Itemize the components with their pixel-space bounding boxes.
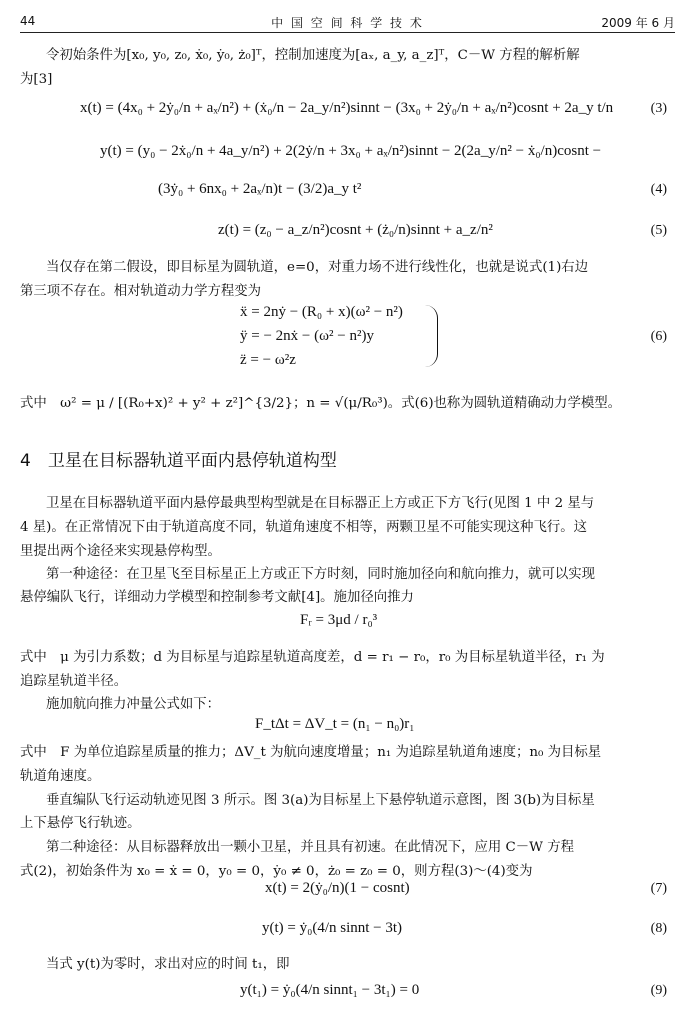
paragraph-line: 里提出两个途径来实现悬停构型。 xyxy=(20,544,221,559)
equation-number: (4) xyxy=(650,182,667,197)
equation-6-line1: ẍ = 2nẏ − (R₀ + x)(ω² − n²) xyxy=(240,304,403,320)
paragraph-line: 施加航向推力冲量公式如下： xyxy=(46,697,221,712)
equation-number: (3) xyxy=(650,101,667,116)
paragraph-line: 4 星)。在正常情况下由于轨道高度不同，轨道角速度不相等，两颗卫星不可能实现这种飞行。这 xyxy=(20,520,588,535)
paragraph-line: 垂直编队飞行运动轨迹见图 3 所示。图 3(a)为目标星上下悬停轨道示意图，图 3(b)为目标星 xyxy=(46,793,595,808)
equation-number: (9) xyxy=(650,983,667,998)
equation-9: y(t₁) = ẏ₀(4/n sinnt₁ − 3t₁) = 0 xyxy=(240,982,420,998)
paragraph-line: 第三项不存在。相对轨道动力学方程变为 xyxy=(20,284,262,299)
page-header xyxy=(20,12,675,33)
equation-tangential-impulse: F_tΔt = ΔV_t = (n₁ − n₀)r₁ xyxy=(255,716,415,732)
equation-6-line3: z̈ = − ω²z xyxy=(240,352,296,368)
journal-name: 中 国 空 间 科 学 技 术 xyxy=(271,16,424,30)
paragraph-line: 令初始条件为[x₀, y₀, z₀, ẋ₀, ẏ₀, ż₀]ᵀ，控制加速度为[aₓ, a_y, a_z]ᵀ，C－W 方程的解析解 xyxy=(46,48,580,63)
paragraph-line: 式中 F 为单位追踪星质量的推力；ΔV_t 为航向速度增量；n₁ 为追踪星轨道角速度；n₀ 为目标星 xyxy=(20,745,602,760)
paragraph-line: 卫星在目标器轨道平面内悬停最典型构型就是在目标器正上方或正下方飞行(见图 1 中 2 星与 xyxy=(46,496,595,511)
issue-date: 2009 年 6 月 xyxy=(601,16,675,30)
paragraph-line: 悬停编队飞行，详细动力学模型和控制参考文献[4]。施加径向推力 xyxy=(20,590,414,605)
paragraph-line: 上下悬停飞行轨迹。 xyxy=(20,816,141,831)
equation-radial-thrust: Fᵣ = 3μd / r₀³ xyxy=(300,612,378,628)
equation-number: (6) xyxy=(650,329,667,344)
equation-brace xyxy=(425,305,438,367)
equation-number: (8) xyxy=(650,921,667,936)
section-heading: 4 卫星在目标器轨道平面内悬停轨道构型 xyxy=(20,451,337,471)
paragraph-line: 当仅存在第二假设，即目标星为圆轨道，e=0，对重力场不进行线性化，也就是说式(1)右边 xyxy=(46,260,589,275)
paragraph-line: 式中 ω² = μ / [(R₀+x)² + y² + z²]^{3/2}；n = √(μ/R₀³)。式(6)也称为圆轨道精确动力学模型。 xyxy=(20,396,622,411)
equation-number: (7) xyxy=(650,881,667,896)
equation-number: (5) xyxy=(650,223,667,238)
equation-4-line2: (3ẏ₀ + 6nx₀ + 2aₓ/n)t − (3/2)a_y t² xyxy=(158,181,362,197)
equation-7: x(t) = 2(ẏ₀/n)(1 − cosnt) xyxy=(265,880,410,896)
paragraph-line: 当式 y(t)为零时，求出对应的时间 t₁，即 xyxy=(46,957,290,972)
equation-3: x(t) = (4x₀ + 2ẏ₀/n + aₓ/n²) + (ẋ₀/n − 2a_y/n²)sinnt − (3x₀ + 2ẏ₀/n + aₓ/n²)cosnt + 2a_y t/n xyxy=(80,100,614,116)
paragraph-line: 式(2)，初始条件为 x₀ = ẋ = 0，y₀ = 0，ẏ₀ ≠ 0，ż₀ = z₀ = 0，则方程(3)～(4)变为 xyxy=(20,864,533,879)
paragraph-line: 为[3] xyxy=(20,72,53,87)
paragraph-line: 轨道角速度。 xyxy=(20,769,101,784)
page-number: 44 xyxy=(20,14,36,28)
paragraph-line: 第二种途径：从目标器释放出一颗小卫星，并且具有初速。在此情况下，应用 C－W 方程 xyxy=(46,840,574,855)
paragraph-line: 式中 μ 为引力系数；d 为目标星与追踪星轨道高度差，d = r₁ − r₀，r₀ 为目标星轨道半径，r₁ 为 xyxy=(20,650,605,665)
paragraph-line: 追踪星轨道半径。 xyxy=(20,674,128,689)
equation-6-line2: ÿ = − 2nẋ − (ω² − n²)y xyxy=(240,328,374,344)
paragraph-line: 第一种途径：在卫星飞至目标星正上方或正下方时刻，同时施加径向和航向推力，就可以实现 xyxy=(46,567,596,582)
equation-8: y(t) = ẏ₀(4/n sinnt − 3t) xyxy=(262,920,403,936)
equation-4-line1: y(t) = (y₀ − 2ẋ₀/n + 4a_y/n²) + 2(2ẏ/n + 3x₀ + aₓ/n²)sinnt − 2(2a_y/n² − ẋ₀/n)cosnt − xyxy=(100,143,602,159)
equation-5: z(t) = (z₀ − a_z/n²)cosnt + (ż₀/n)sinnt + a_z/n² xyxy=(218,222,493,238)
